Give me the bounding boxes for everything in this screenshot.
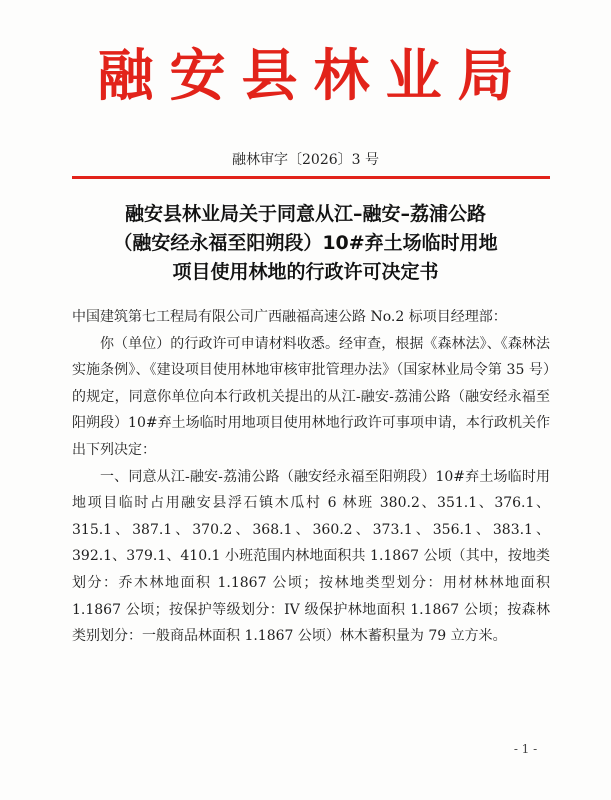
title-line-1: 融安县林业局关于同意从江–融安–荔浦公路 xyxy=(124,203,486,225)
paragraph-decision-1: 一、同意从江-融安-荔浦公路（融安经永福至阳朔段）10#弃土场临时用地项目临时占用融安县浮石镇木瓜村 6 林班 380.2、351.1、376.1、315.1、387.1、370.2、368.1、360.2、373.1、356.1、383.1、392.1、379.1、410.1 小班范围内林地面积共 1.1867 公顷（其中，按地类划分：乔木林地面积 1.1867 公顷；按林地类型划分：用材林林地面积 1.1867 公顷；按保护等级划分：IV 级保护林地面积 1.1867 公顷；按森林类别划分：一般商品林面积 1.1867 公顷）林木蓄积量为 79 立方米。 xyxy=(72,468,550,645)
document-title xyxy=(40,200,571,287)
title-line-3: 项目使用林地的行政许可决定书 xyxy=(172,261,439,283)
issuing-authority-masthead: 融安县林业局 xyxy=(97,44,530,109)
document-body xyxy=(72,304,550,650)
title-line-2: （融安经永福至阳朔段）10#弃土场临时用地 xyxy=(113,232,498,254)
paragraph-intro: 你（单位）的行政许可申请材料收悉。经审查，根据《森林法》、《森林法实施条例》、《建设项目使用林地审核审批管理办法》（国家林业局令第 35 号）的规定，同意你单位向本行政机关提出的从江-融安-荔浦公路（融安经永福至阳朔段）10#弃土场临时用地项目使用林地行政许可事项申请，本行政机关作出下列决定： xyxy=(72,335,550,458)
addressee: 中国建筑第七工程局有限公司广西融福高速公路 No.2 标项目经理部： xyxy=(72,309,507,325)
red-divider-line xyxy=(72,176,550,179)
document-number: 融林审字〔2026〕3 号 xyxy=(232,152,379,168)
page-number: - 1 - xyxy=(513,742,538,756)
